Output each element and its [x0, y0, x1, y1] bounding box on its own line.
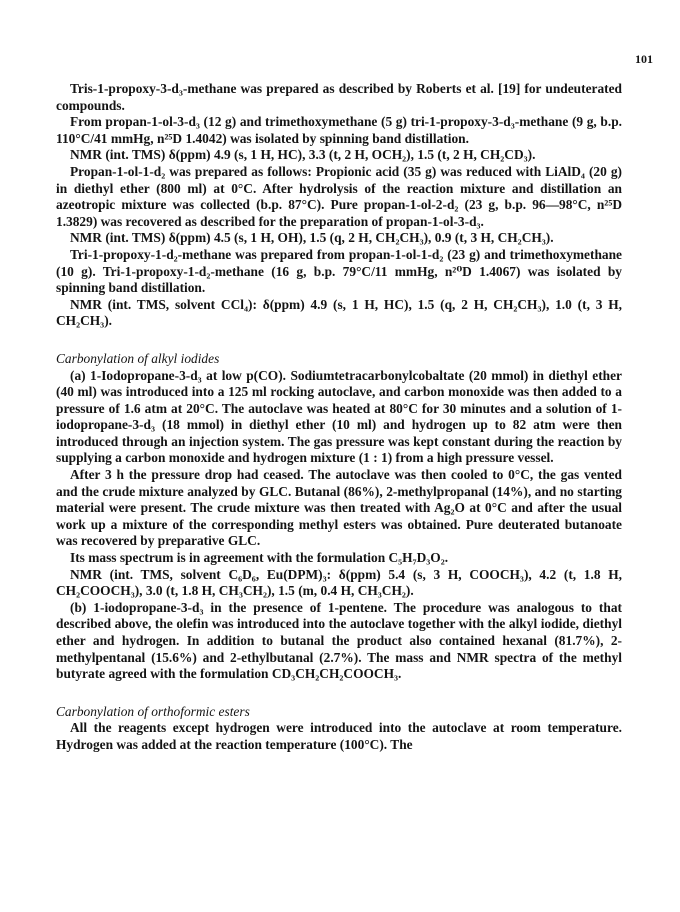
- paragraph-orthoformic-procedure: All the reagents except hydrogen were introduced into the autoclave at room temperature. Hydrogen was added at the reaction temperature (100°C). The: [56, 720, 622, 752]
- paragraph-carbonylation-a: (a) 1-Iodopropane-3-d₃ at low p(CO). Sodiumtetracarbonylcobaltate (20 mmol) in diethyl ether (40 ml) was introduced into a 125 ml rocking autoclave, and carbon monoxide was then added to a pressure of 1.6 atm at 20°C. The autoclave was heated at 80°C for 30 minutes and a solution of 1-iodopropane-3-d₃ (18 mmol) in diethyl ether (10 ml) and hydrogen up to 82 atm were then introduced through an injection system. The gas pressure was kept constant during the reaction by supplying a carbon monoxide and hydrogen mixture (1 : 1) from a high pressure vessel.: [56, 367, 622, 466]
- paragraph-pressure-drop: After 3 h the pressure drop had ceased. The autoclave was then cooled to 0°C, the gas vented and the crude mixture analyzed by GLC. Butanal (86%), 2-methylpropanal (14%), and no starting material were present. The crude mixture was then treated with Ag₂O at 0°C and after the usual work up a mixture of the corresponding methyl esters was obtained. Pure deuterated butanoate was recovered by preparative GLC.: [56, 467, 622, 549]
- paragraph-nmr-3: NMR (int. TMS, solvent CCl₄): δ(ppm) 4.9 (s, 1 H, HC), 1.5 (q, 2 H, CH₂CH₃), 1.0 (t, 3 H, CH₂CH₃).: [56, 296, 622, 329]
- paragraph-carbonylation-b: (b) 1-iodopropane-3-d₃ in the presence of 1-pentene. The procedure was analogous to that described above, the olefin was introduced into the autoclave together with the alkyl iodide, diethyl ether and hydrogen. In addition to butanal the product also contained hexanal (81.7%), 2-methylpentanal (15.6%) and 2-ethylbutanal (2.7%). The mass and NMR spectra of the methyl butyrate agreed with the formulation CD₃CH₂CH₂COOCH₃.: [56, 599, 622, 682]
- paragraph-tris-propoxy-prep: From propan-1-ol-3-d₃ (12 g) and trimethoxymethane (5 g) tri-1-propoxy-3-d₃-methane (9 g, b.p. 110°C/41 mmHg, n²⁵D 1.4042) was isolated by spinning band distillation.: [56, 114, 622, 146]
- paragraph-tri-propoxy-prep: Tri-1-propoxy-1-d₂-methane was prepared from propan-1-ol-1-d₂ (23 g) and trimethoxymethane (10 g). Tri-1-propoxy-1-d₂-methane (16 g, b.p. 79°C/11 mmHg, n²⁰D 1.4067) was isolated by spinning band distillation.: [56, 246, 622, 296]
- section-gap: [56, 683, 622, 704]
- paragraph-tris-propoxy-intro: Tris-1-propoxy-3-d₃-methane was prepared as described by Roberts et al. [19] for undeuterated compounds.: [56, 81, 622, 113]
- paragraph-nmr-4: NMR (int. TMS, solvent C₆D₆, Eu(DPM)₃: δ(ppm) 5.4 (s, 3 H, COOCH₃), 4.2 (t, 1.8 H, CH₂COOCH₃), 3.0 (t, 1.8 H, CH₃CH₂), 1.5 (m, 0.4 H, CH₃CH₂).: [56, 566, 622, 599]
- paragraph-propanol-prep: Propan-1-ol-1-d₂ was prepared as follows: Propionic acid (35 g) was reduced with LiAlD₄ (20 g) in diethyl ether (800 ml) at 0°C. After hydrolysis of the reaction mixture and distillation an azeotropic mixture was collected (b.p. 87°C). Pure propan-1-ol-2-d₂ (23 g, b.p. 96—98°C, n²⁵D 1.3829) was recovered as described for the preparation of propan-1-ol-3-d₃.: [56, 163, 622, 229]
- section-heading-orthoformic-esters: Carbonylation of orthoformic esters: [56, 703, 250, 719]
- section-gap: [56, 330, 622, 351]
- paragraph-mass-spectrum: Its mass spectrum is in agreement with the formulation C₅H₇D₃O₂.: [70, 550, 449, 566]
- paragraph-nmr-2: NMR (int. TMS) δ(ppm) 4.5 (s, 1 H, OH), 1.5 (q, 2 H, CH₂CH₃), 0.9 (t, 3 H, CH₂CH₃).: [70, 230, 554, 246]
- page-number: 101: [635, 52, 653, 66]
- section-heading-alkyl-iodides: Carbonylation of alkyl iodides: [56, 350, 220, 366]
- body-text: [56, 81, 622, 754]
- paragraph-nmr-1: NMR (int. TMS) δ(ppm) 4.9 (s, 1 H, HC), 3.3 (t, 2 H, OCH₂), 1.5 (t, 2 H, CH₂CD₃).: [70, 147, 536, 163]
